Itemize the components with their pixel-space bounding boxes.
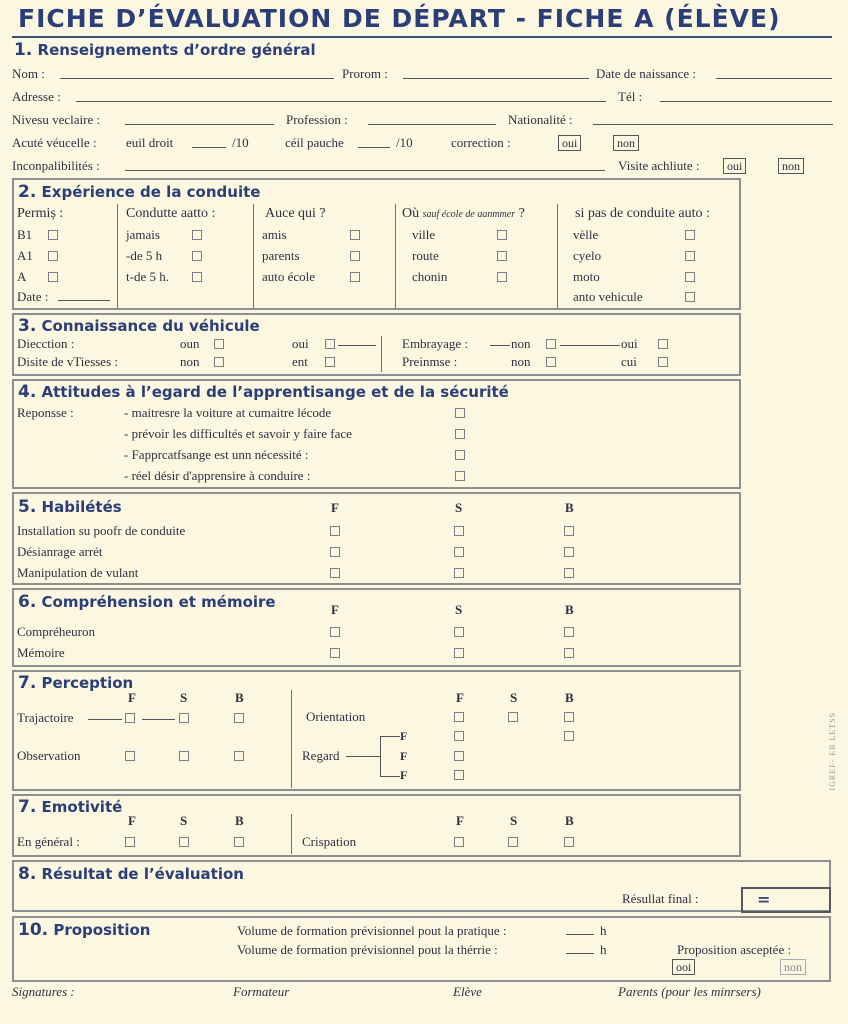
pratique-label: Volume de formation prévisionnel pout la pratique : <box>237 923 507 938</box>
trajectoire-label: Trajactoire <box>17 710 74 725</box>
conduite-moins5-checkbox[interactable] <box>192 251 202 261</box>
embrayage-a-label: non <box>511 336 531 351</box>
sipas-autre-checkbox[interactable] <box>685 292 695 302</box>
ou-ville-checkbox[interactable] <box>497 230 507 240</box>
regard-sub-label: F <box>400 729 408 743</box>
habilete-b-checkbox[interactable] <box>564 568 574 578</box>
sipas-cyclo-checkbox[interactable] <box>685 251 695 261</box>
attitude-item: - maitresre la voiture at cumaitre lécode <box>124 405 332 420</box>
proposition-non-option[interactable]: non <box>780 959 806 975</box>
naissance-field[interactable] <box>716 78 832 79</box>
profession-label: Profession : <box>286 112 348 127</box>
habilete-row-label: Installation su poofr de conduite <box>17 523 186 538</box>
crispation-s-checkbox[interactable] <box>508 837 518 847</box>
attitude-item: - réel désir d'apprensire à conduire : <box>124 468 311 483</box>
habilete-f-checkbox[interactable] <box>330 568 340 578</box>
reponse-label: Reponsse : <box>17 405 74 420</box>
prenom-label: Prorom : <box>342 66 388 81</box>
theorie-label: Volume de formation prévisionnel pout la thérrie : <box>237 942 498 957</box>
sipas-velo-checkbox[interactable] <box>685 230 695 240</box>
habilete-b-checkbox[interactable] <box>564 547 574 557</box>
habilete-b-checkbox[interactable] <box>564 526 574 536</box>
regard-b1-checkbox[interactable] <box>564 731 574 741</box>
avec-auto-ecole-checkbox[interactable] <box>350 272 360 282</box>
section-number: 3. <box>18 316 37 336</box>
sipas-moto-label: moto <box>573 269 600 284</box>
visite-label: Visite achliute : <box>618 158 700 173</box>
nom-label: Nom : <box>12 66 45 81</box>
orientation-label: Orientation <box>306 709 366 724</box>
page-title: FICHE D’ÉVALUATION DE DÉPART - FICHE A (ÉLÈVE) <box>18 4 781 33</box>
col-s-header: S <box>455 500 463 515</box>
ou-route-label: route <box>412 248 439 263</box>
proposition-acceptee-label: Proposition asceptée : <box>677 942 792 957</box>
section-number: 7. <box>18 673 37 693</box>
observation-b-checkbox[interactable] <box>234 751 244 761</box>
connector-line <box>338 345 376 346</box>
regard-sub-label: F <box>400 749 408 763</box>
oeil-droit-field[interactable] <box>192 147 226 148</box>
title-rule <box>12 36 832 38</box>
direction-b-checkbox[interactable] <box>325 339 335 349</box>
permis-b1-checkbox[interactable] <box>48 230 58 240</box>
habilete-s-checkbox[interactable] <box>454 547 464 557</box>
section-7b-heading <box>18 797 122 817</box>
correction-label: correction : <box>451 135 511 150</box>
attitude-item: - Fapprcatfsange est unn nécessité : <box>124 447 309 462</box>
profession-field[interactable] <box>368 124 496 125</box>
section-title: Connaissance du véhicule <box>41 317 260 335</box>
naissance-label: Date de naissance : <box>596 66 696 81</box>
embrayage-b-checkbox[interactable] <box>658 339 668 349</box>
habilete-row-label: Manipulation de vulant <box>17 565 139 580</box>
embrayage-label: Embrayage : <box>402 336 469 351</box>
connector-line <box>346 756 380 757</box>
h-unit: h <box>600 942 607 957</box>
visite-non-option[interactable]: non <box>778 158 804 174</box>
prenom-field[interactable] <box>403 78 589 79</box>
vitesses-label: Disite de vTiesses : <box>17 354 118 369</box>
ou-header-q: ? <box>518 206 525 221</box>
regard-f1-checkbox[interactable] <box>454 731 464 741</box>
crispation-label: Crispation <box>302 834 357 849</box>
col-s-header: S <box>455 602 463 617</box>
ou-ville-label: ville <box>412 227 436 242</box>
section-number: 7. <box>18 797 37 817</box>
divider <box>557 204 558 308</box>
correction-oui-option[interactable]: oui <box>558 135 581 151</box>
section-number: 1. <box>14 40 33 60</box>
si-pas-header: si pas de conduite auto : <box>575 206 710 221</box>
trajectoire-f-checkbox[interactable] <box>125 713 135 723</box>
section-8-heading <box>18 864 244 884</box>
section-number: 5. <box>18 497 37 517</box>
connector-line <box>88 719 122 720</box>
general-f-checkbox[interactable] <box>125 837 135 847</box>
avec-auto-ecole-label: auto école <box>262 269 316 284</box>
section-6-heading <box>18 592 276 612</box>
col-b-header: B <box>565 813 574 828</box>
vitesses-a-checkbox[interactable] <box>214 357 224 367</box>
direction-a-checkbox[interactable] <box>214 339 224 349</box>
incompatibilites-field[interactable] <box>125 170 605 171</box>
comprehension-s-checkbox[interactable] <box>454 627 464 637</box>
divider <box>395 204 396 308</box>
ou-route-checkbox[interactable] <box>497 251 507 261</box>
adresse-label: Adresse : <box>12 89 61 104</box>
habilete-s-checkbox[interactable] <box>454 526 464 536</box>
side-reference-text: IGREF- EB LETSS <box>828 712 837 791</box>
col-b-header: B <box>235 813 244 828</box>
col-f-header: F <box>456 690 464 705</box>
section-10-heading <box>18 920 150 940</box>
embrayage-b-label: oui <box>621 336 638 351</box>
vitesses-b-label: ent <box>292 354 308 369</box>
freins-b-label: cui <box>621 354 637 369</box>
avec-parents-label: parents <box>262 248 300 263</box>
sur-10-label: /10 <box>396 135 413 150</box>
resultat-final-label: Résullat final : <box>622 891 699 906</box>
divider <box>253 204 254 308</box>
permis-date-field[interactable] <box>58 300 110 301</box>
resultat-final-field[interactable]: = <box>741 887 831 913</box>
direction-label: Diecction : <box>17 336 75 351</box>
connector-line <box>380 736 400 737</box>
attitude-checkbox[interactable] <box>455 408 465 418</box>
memoire-row-label: Mémoire <box>17 645 65 660</box>
attitude-item: - prévoir les difficultés et savoir y faire face <box>124 426 352 441</box>
oeil-gauche-field[interactable] <box>358 147 390 148</box>
regard-f2-checkbox[interactable] <box>454 751 464 761</box>
col-s-header: S <box>180 690 188 705</box>
crispation-f-checkbox[interactable] <box>454 837 464 847</box>
section-number: 6. <box>18 592 37 612</box>
attitude-checkbox[interactable] <box>455 450 465 460</box>
parents-signature[interactable]: Parents (pour les minrsers) <box>618 984 761 999</box>
section-title: Proposition <box>53 921 151 939</box>
col-s-header: S <box>510 690 518 705</box>
proposition-oui-option[interactable]: ooi <box>672 959 695 975</box>
col-f-header: F <box>128 690 136 705</box>
habilete-s-checkbox[interactable] <box>454 568 464 578</box>
col-b-header: B <box>565 690 574 705</box>
regard-label: Regard <box>302 748 340 763</box>
col-b-header: B <box>235 690 244 705</box>
adresse-field[interactable] <box>76 101 606 102</box>
permis-b1-label: B1 <box>17 227 33 242</box>
conduite-jamais-label: jamais <box>126 227 160 242</box>
ou-chemin-checkbox[interactable] <box>497 272 507 282</box>
col-f-header: F <box>456 813 464 828</box>
conduite-plus5-checkbox[interactable] <box>192 272 202 282</box>
observation-s-checkbox[interactable] <box>179 751 189 761</box>
oeil-gauche-label: céil pauche <box>285 135 344 150</box>
direction-a-label: oun <box>180 336 200 351</box>
section-title: Compréhension et mémoire <box>41 593 276 611</box>
ou-header-note: sauf école de aanmmer <box>422 209 516 220</box>
orientation-f-checkbox[interactable] <box>454 712 464 722</box>
bracket-line <box>380 736 381 776</box>
section-title: Renseignements d’ordre général <box>37 41 316 59</box>
permis-date-label: Date : <box>17 289 49 304</box>
connector-line <box>560 345 620 346</box>
section-5-heading <box>18 497 122 517</box>
orientation-b-checkbox[interactable] <box>564 712 574 722</box>
col-f-header: F <box>331 500 339 515</box>
niveau-field[interactable] <box>125 124 274 125</box>
comprehension-b-checkbox[interactable] <box>564 627 574 637</box>
embrayage-a-checkbox[interactable] <box>546 339 556 349</box>
connector-line <box>490 345 510 346</box>
permis-a1-checkbox[interactable] <box>48 251 58 261</box>
section-4-heading <box>18 382 509 402</box>
vitesses-b-checkbox[interactable] <box>325 357 335 367</box>
divider <box>291 690 292 788</box>
permis-header: Permiș : <box>17 206 64 221</box>
freins-label: Preinmse : <box>402 354 458 369</box>
col-s-header: S <box>180 813 188 828</box>
freins-b-checkbox[interactable] <box>658 357 668 367</box>
h-unit: h <box>600 923 607 938</box>
conduite-moins5-label: -de 5 h <box>126 248 163 263</box>
trajectoire-s-checkbox[interactable] <box>179 713 189 723</box>
section-3-heading <box>18 316 260 336</box>
connector-line <box>142 719 175 720</box>
sipas-autre-label: anto vehicule <box>573 289 643 304</box>
tel-label: Tél : <box>618 89 643 104</box>
freins-a-checkbox[interactable] <box>546 357 556 367</box>
avec-amis-label: amis <box>262 227 287 242</box>
oeil-droit-label: euil droit <box>126 135 174 150</box>
section-title: Perception <box>41 674 134 692</box>
orientation-s-checkbox[interactable] <box>508 712 518 722</box>
visite-oui-option[interactable]: oui <box>723 158 746 174</box>
freins-a-label: non <box>511 354 531 369</box>
observation-f-checkbox[interactable] <box>125 751 135 761</box>
divider <box>291 814 292 854</box>
comprehension-row-label: Compréheuron <box>17 624 95 639</box>
col-f-header: F <box>128 813 136 828</box>
section-number: 4. <box>18 382 37 402</box>
pratique-hours-field[interactable] <box>566 934 594 935</box>
theorie-hours-field[interactable] <box>566 953 594 954</box>
nationalite-label: Nationalité : <box>508 112 573 127</box>
memoire-s-checkbox[interactable] <box>454 648 464 658</box>
section-7-heading <box>18 673 133 693</box>
formateur-signature[interactable]: Formateur <box>233 984 290 999</box>
permis-a-checkbox[interactable] <box>48 272 58 282</box>
sipas-velo-label: vèlle <box>573 227 599 242</box>
section-number: 10. <box>18 920 49 940</box>
conduite-jamais-checkbox[interactable] <box>192 230 202 240</box>
col-b-header: B <box>565 500 574 515</box>
section-title: Habilétés <box>41 498 122 516</box>
trajectoire-b-checkbox[interactable] <box>234 713 244 723</box>
regard-f3-checkbox[interactable] <box>454 770 464 780</box>
section-title: Emotivité <box>41 798 123 816</box>
connector-line <box>380 776 400 777</box>
direction-b-label: oui <box>292 336 309 351</box>
ou-chemin-label: chonin <box>412 269 448 284</box>
ou-header-text: Où <box>402 206 420 221</box>
section-number: 8. <box>18 864 37 884</box>
attitude-checkbox[interactable] <box>455 471 465 481</box>
col-f-header: F <box>331 602 339 617</box>
divider <box>381 336 382 372</box>
incompatibilites-label: Inconpalibilités : <box>12 158 100 173</box>
divider <box>117 204 118 308</box>
col-s-header: S <box>510 813 518 828</box>
section-number: 2. <box>18 182 37 202</box>
en-general-label: En général : <box>17 834 80 849</box>
correction-non-option[interactable]: non <box>613 135 639 151</box>
attitude-checkbox[interactable] <box>455 429 465 439</box>
avec-qui-header: Auce qui ? <box>265 206 326 221</box>
regard-sub-label: F <box>400 768 408 782</box>
general-b-checkbox[interactable] <box>234 837 244 847</box>
crispation-b-checkbox[interactable] <box>564 837 574 847</box>
habilete-row-label: Désianrage arrét <box>17 544 103 559</box>
sipas-cyclo-label: cyelo <box>573 248 602 263</box>
ou-header <box>402 206 525 222</box>
comprehension-f-checkbox[interactable] <box>330 627 340 637</box>
permis-a1-label: A1 <box>17 248 33 263</box>
avec-parents-checkbox[interactable] <box>350 251 360 261</box>
nationalite-field[interactable] <box>593 124 833 125</box>
avec-amis-checkbox[interactable] <box>350 230 360 240</box>
section-title: Résultat de l’évaluation <box>41 865 244 883</box>
memoire-b-checkbox[interactable] <box>564 648 574 658</box>
vitesses-a-label: non <box>180 354 200 369</box>
habilete-f-checkbox[interactable] <box>330 526 340 536</box>
signatures-label: Signatures : <box>12 984 75 999</box>
sipas-moto-checkbox[interactable] <box>685 272 695 282</box>
general-s-checkbox[interactable] <box>179 837 189 847</box>
observation-label: Observation <box>17 748 81 763</box>
acuite-label: Acuté véucelle : <box>12 135 97 150</box>
sur-10-label: /10 <box>232 135 249 150</box>
col-b-header: B <box>565 602 574 617</box>
section-title: Attitudes à l’egard de l’apprentisange et de la sécurité <box>41 383 509 401</box>
conduite-plus5-label: t-de 5 h. <box>126 269 169 284</box>
habilete-f-checkbox[interactable] <box>330 547 340 557</box>
nom-field[interactable] <box>60 78 334 79</box>
tel-field[interactable] <box>660 101 832 102</box>
conduite-header: Condutte aatto : <box>126 206 216 221</box>
section-title: Expérience de la conduite <box>41 183 261 201</box>
memoire-f-checkbox[interactable] <box>330 648 340 658</box>
niveau-label: Nivesu veclaire : <box>12 112 101 127</box>
eleve-signature[interactable]: Elève <box>453 984 482 999</box>
permis-a-label: A <box>17 269 27 284</box>
section-1-heading <box>14 40 316 60</box>
section-2-heading <box>18 182 260 202</box>
